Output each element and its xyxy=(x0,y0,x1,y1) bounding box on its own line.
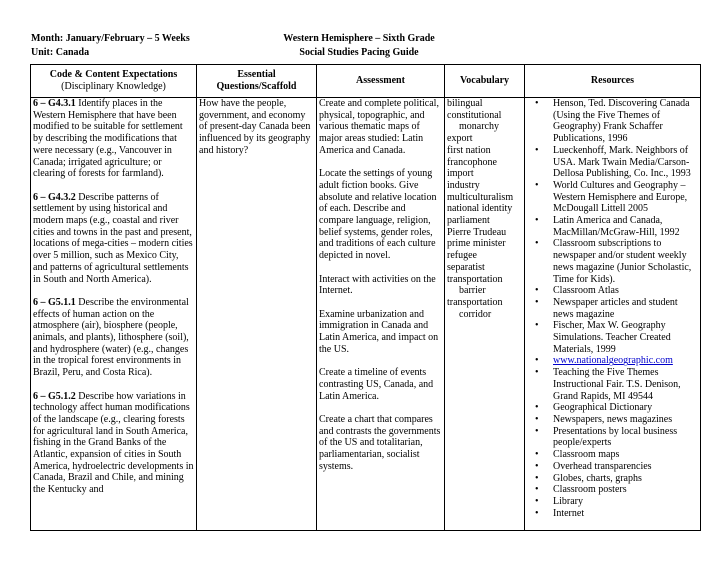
essential-column-title: Essential xyxy=(237,69,276,81)
vocabulary-term: separatist xyxy=(447,261,485,273)
resource-item xyxy=(527,238,698,285)
vocabulary-term: transportation xyxy=(447,273,503,285)
bullet-icon: • xyxy=(535,507,539,519)
resource-text: Latin America and Canada, MacMillan/McGraw-Hill, 1992 xyxy=(553,215,680,238)
resource-item xyxy=(527,461,698,473)
bullet-icon: • xyxy=(535,215,539,227)
vocabulary-term: multiculturalism xyxy=(447,191,514,203)
header-center xyxy=(268,32,450,60)
resource-item xyxy=(527,355,698,367)
expectation-code: 6 – G4.3.1 xyxy=(33,98,76,109)
table-header-row xyxy=(31,65,701,98)
vocabulary-term: export xyxy=(447,133,473,145)
assessment-item: Create a timeline of events contrasting US, Canada, and Latin America. xyxy=(319,367,434,402)
pacing-guide-table xyxy=(30,64,701,531)
resource-text: Classroom posters xyxy=(553,484,627,496)
expectation-code: 6 – G4.3.2 xyxy=(33,191,76,203)
essential-question: How have the people, government, and economy of present-day Canada been influenced by its geography and history? xyxy=(199,98,311,156)
header-left xyxy=(31,32,190,60)
resource-item xyxy=(527,180,698,215)
resource-text: World Cultures and Geography – Western Hemisphere and Europe, McDougall Littell 2005 xyxy=(553,179,688,215)
assessment-cell xyxy=(317,98,445,531)
resource-item xyxy=(527,367,698,402)
essential-column-subtitle: Questions/Scaffold xyxy=(216,81,297,92)
resource-link[interactable]: www.nationalgeographic.com xyxy=(553,355,673,367)
expectation-item xyxy=(33,98,194,180)
column-header-assessment: Assessment xyxy=(317,65,445,98)
vocabulary-term: industry xyxy=(447,179,480,191)
vocabulary-term: barrier xyxy=(459,285,486,297)
bullet-icon: • xyxy=(535,98,539,109)
column-header-resources: Resources xyxy=(525,65,701,98)
bullet-icon: • xyxy=(535,144,539,156)
bullet-icon: • xyxy=(535,449,539,461)
vocabulary-term: prime minister xyxy=(447,238,506,250)
resource-text: Fischer, Max W. Geography Simulations. Teacher Created Materials, 1999 xyxy=(553,320,671,355)
vocabulary-term: francophone xyxy=(447,156,497,168)
resource-text: Presentations by local business people/experts xyxy=(553,425,678,449)
bullet-icon: • xyxy=(535,425,539,437)
assessment-item: Interact with activities on the Internet. xyxy=(319,273,436,297)
vocabulary-term: monarchy xyxy=(459,121,499,133)
document-subtitle: Social Studies Pacing Guide xyxy=(299,47,419,58)
resource-item xyxy=(527,426,698,449)
resource-item xyxy=(527,297,698,320)
table-row xyxy=(31,98,701,531)
resource-text: Geographical Dictionary xyxy=(553,402,653,414)
bullet-icon: • xyxy=(535,413,539,425)
resource-text: Lueckenhoff, Mark. Neighbors of USA. Mark Twain Media/Carson-Dellosa Publishing, Co. Inc., 1993 xyxy=(553,144,691,180)
resource-text: Henson, Ted. Discovering Canada (Using the Five Themes of Geography) Frank Schaffer Publications, 1996 xyxy=(553,98,690,145)
resource-item xyxy=(527,508,698,520)
unit-label: Unit: Canada xyxy=(31,47,90,58)
bullet-icon: • xyxy=(535,495,539,507)
resource-item xyxy=(527,484,698,496)
assessment-item: Examine urbanization and immigration in Canada and Latin America, and impact on the US. xyxy=(319,308,439,355)
vocabulary-term: parliament xyxy=(447,215,490,227)
vocabulary-term: corridor xyxy=(459,308,492,320)
column-header-vocabulary: Vocabulary xyxy=(445,65,525,98)
resource-text: Globes, charts, graphs xyxy=(553,472,642,484)
bullet-icon: • xyxy=(535,402,539,414)
resource-item xyxy=(527,320,698,355)
vocabulary-cell xyxy=(445,98,525,531)
vocabulary-term: bilingual xyxy=(447,98,483,109)
code-column-subtitle: (Disciplinary Knowledge) xyxy=(61,81,166,92)
resource-item xyxy=(527,215,698,238)
resource-text: Library xyxy=(553,495,583,507)
resource-text: Teaching the Five Themes Instructional Fair. T.S. Denison, Grand Rapids, MI 49544 xyxy=(553,367,681,402)
resources-cell xyxy=(525,98,701,531)
expectation-code: 6 – G5.1.1 xyxy=(33,296,76,308)
bullet-icon: • xyxy=(535,355,539,367)
vocabulary-term: import xyxy=(447,168,474,180)
vocabulary-term: refugee xyxy=(447,250,477,262)
bullet-icon: • xyxy=(535,285,539,297)
resource-text: Classroom subscriptions to newspaper and/or student weekly news magazine (Junior Scholastic, Time for Kids). xyxy=(553,238,692,285)
resource-item xyxy=(527,402,698,414)
resource-item xyxy=(527,473,698,485)
vocabulary-term: first nation xyxy=(447,144,491,156)
expectation-text: Identify places in the Western Hemisphere that have been modified to be suitable for settlement by describing the modifications that were necessary (e.g., Vancouver in Canada; irrigated agriculture; or clearing of forests for farmland). xyxy=(33,98,183,180)
resource-item xyxy=(527,449,698,461)
bullet-icon: • xyxy=(535,484,539,496)
resource-text: Newspaper articles and student news magazine xyxy=(553,296,678,320)
assessment-item: Create and complete political, physical, topographic, and various thematic maps of major areas studied: Latin America and Canada. xyxy=(319,98,439,156)
bullet-icon: • xyxy=(535,320,539,332)
vocabulary-term: constitutional xyxy=(447,109,502,121)
resources-list xyxy=(527,98,698,519)
month-label: Month: January/February – 5 Weeks xyxy=(31,33,190,44)
expectation-text: Describe patterns of settlement by using historical and modern maps (e.g., coastal and river cities and towns in the past and present, locations of mega-cities – modern cities over 5 million, such as Mexico City, and patterns of agricultural settlements in South and North America). xyxy=(33,191,193,285)
expectation-text: Describe the environmental effects of human action on the atmosphere (air), biosphere (people, animals, and plants), lithosphere (soil), and hydrosphere (water) (e.g., changes in the tropical forest environments in Brazil, Peru, and Costa Rica). xyxy=(33,296,189,379)
resource-text: Classroom Atlas xyxy=(553,285,619,297)
vocabulary-term: Pierre Trudeau xyxy=(447,226,507,238)
assessment-item: Locate the settings of young adult fiction books. Give absolute and relative location of each. Describe and compare language, religion, belief systems, gender roles, and traditions of each culture depicted in novel. xyxy=(319,168,437,262)
expectations-cell xyxy=(31,98,197,531)
resource-item xyxy=(527,98,698,145)
resource-text: Newspapers, news magazines xyxy=(553,413,673,425)
bullet-icon: • xyxy=(535,296,539,308)
code-column-title: Code & Content Expectations xyxy=(49,69,178,81)
bullet-icon: • xyxy=(535,472,539,484)
resource-item xyxy=(527,145,698,180)
column-header-essential xyxy=(197,65,317,98)
resource-text: Classroom maps xyxy=(553,449,620,461)
resource-item xyxy=(527,414,698,426)
bullet-icon: • xyxy=(535,367,539,379)
bullet-icon: • xyxy=(535,460,539,472)
expectation-item xyxy=(33,192,194,286)
assessment-item: Create a chart that compares and contrasts the governments of the US and totalitarian, parliamentarian, socialist systems. xyxy=(319,413,441,472)
bullet-icon: • xyxy=(535,179,539,191)
expectation-item xyxy=(33,391,194,496)
resource-item xyxy=(527,285,698,297)
vocabulary-term: transportation xyxy=(447,296,503,308)
expectation-item xyxy=(33,297,194,379)
resource-item xyxy=(527,496,698,508)
bullet-icon: • xyxy=(535,238,539,250)
essential-question-cell xyxy=(197,98,317,531)
resource-text: Internet xyxy=(553,507,585,519)
vocabulary-term: national identity xyxy=(447,203,513,215)
document-title: Western Hemisphere – Sixth Grade xyxy=(283,33,435,44)
column-header-code xyxy=(31,65,197,98)
expectation-code: 6 – G5.1.2 xyxy=(33,390,76,402)
resource-text: Overhead transparencies xyxy=(553,460,652,472)
expectation-text: Describe how variations in technology affect human modifications of the landscape (e.g., clearing forests for agricultural land in South America, fishing in the Grand Banks of the Atlantic, expansion of cities in South America, hydroelectric developments in Canada, Brazil and Chile, and mining the Kentucky and xyxy=(33,390,194,496)
